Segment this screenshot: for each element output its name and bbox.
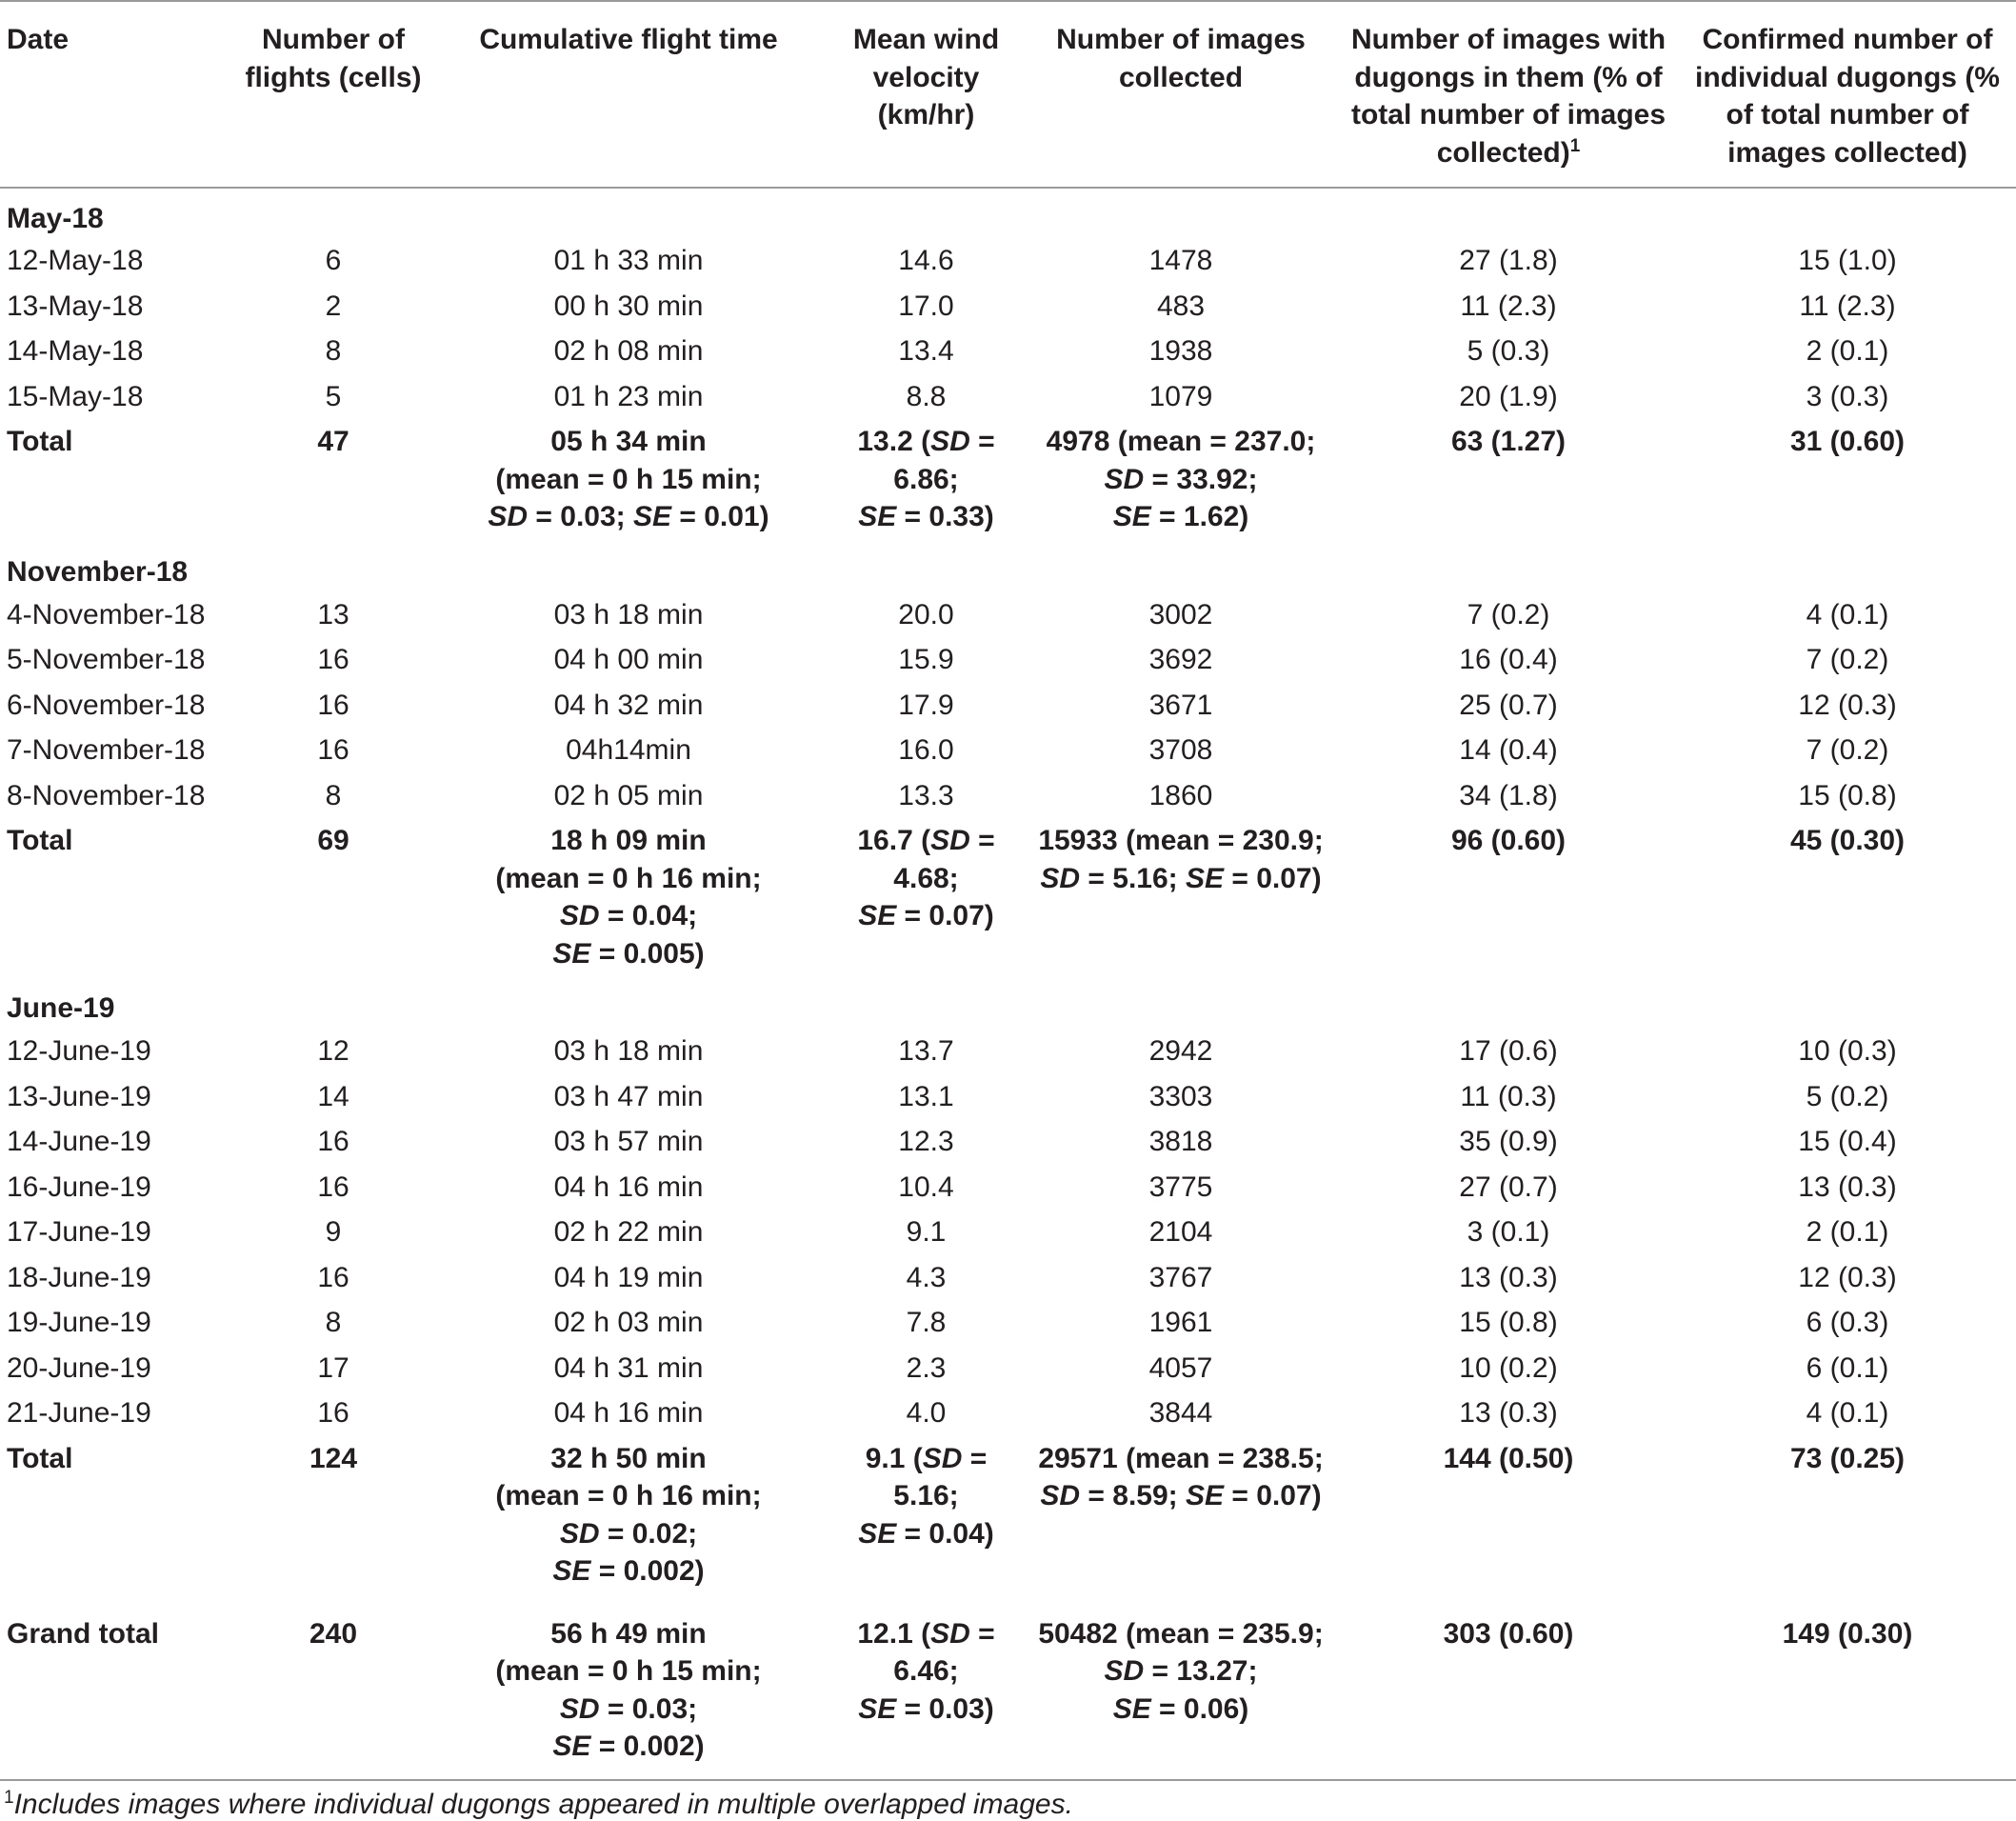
cell-flights: 6	[325, 245, 342, 276]
cell-with-dugongs: 16 (0.4)	[1459, 644, 1558, 675]
cell-with-dugongs: 14 (0.4)	[1459, 734, 1558, 766]
cell-flights: 16	[317, 1397, 349, 1429]
cell-date: 19-June-19	[7, 1307, 151, 1338]
cell-images: 4057	[1148, 1351, 1213, 1384]
footnote-text: Includes images where individual dugongs appeared in multiple overlapped images.	[13, 1788, 1073, 1820]
cell-individuals: 15 (0.8)	[1798, 779, 1897, 811]
cell-flight-time: 01 h 23 min	[553, 380, 704, 412]
total-individuals: 31 (0.60)	[1789, 426, 1906, 457]
total-flight-time-line: 05 h 34 min	[550, 426, 707, 457]
cell-wind: 13.1	[898, 1080, 954, 1112]
cell-individuals: 2 (0.1)	[1806, 1216, 1889, 1248]
total-wind-line: SE = 0.07)	[858, 900, 994, 931]
table-row	[0, 1166, 2016, 1211]
total-flight-time-line: (mean = 0 h 15 min;	[495, 1655, 762, 1687]
cell-with-dugongs: 17 (0.6)	[1459, 1035, 1558, 1067]
cell-flights: 5	[325, 380, 342, 412]
cell-flight-time: 04 h 00 min	[553, 644, 704, 675]
total-label: Grand total	[7, 1617, 160, 1650]
total-flight-time-line: 32 h 50 min	[550, 1442, 707, 1474]
cell-with-dugongs: 11 (0.3)	[1460, 1080, 1557, 1112]
cell-individuals: 12 (0.3)	[1798, 689, 1897, 721]
total-flight-time-line: 56 h 49 min	[550, 1617, 707, 1650]
cell-with-dugongs: 35 (0.9)	[1459, 1126, 1558, 1157]
total-images-line: 50482 (mean = 235.9;	[1038, 1617, 1324, 1650]
cell-date: 17-June-19	[7, 1216, 151, 1248]
total-images	[1024, 1437, 1338, 1596]
cell-wind: 15.9	[898, 644, 954, 675]
cell-flight-time: 04 h 16 min	[553, 1171, 704, 1203]
cell-wind: 10.4	[898, 1171, 954, 1203]
total-wind	[828, 819, 1024, 978]
cell-individuals: 7 (0.2)	[1806, 644, 1889, 675]
cell-individuals: 11 (2.3)	[1799, 290, 1896, 322]
header-date: Date	[7, 24, 70, 55]
table-row	[0, 1120, 2016, 1166]
total-flight-time	[429, 1596, 828, 1780]
cell-images: 1860	[1148, 779, 1213, 811]
total-wind-line: SE = 0.04)	[858, 1517, 994, 1550]
cell-flight-time: 02 h 03 min	[553, 1307, 704, 1338]
cell-flight-time: 04 h 32 min	[553, 689, 704, 721]
total-flight-time-line: (mean = 0 h 16 min;	[495, 1480, 762, 1511]
cell-flights: 12	[317, 1035, 349, 1067]
table-row	[0, 774, 2016, 820]
cell-images: 1478	[1148, 245, 1213, 276]
table-row	[0, 285, 2016, 330]
section-label: November-18	[7, 555, 189, 588]
cell-date: 13-May-18	[7, 290, 144, 322]
total-row	[0, 420, 2016, 542]
cell-images: 1938	[1148, 335, 1213, 367]
total-flights: 124	[309, 1442, 358, 1474]
cell-images: 1079	[1148, 380, 1213, 412]
cell-individuals: 10 (0.3)	[1798, 1035, 1897, 1067]
cell-flight-time: 04 h 19 min	[553, 1261, 704, 1293]
cell-images: 1961	[1148, 1307, 1213, 1338]
cell-individuals: 3 (0.3)	[1806, 380, 1889, 412]
total-flight-time	[429, 420, 828, 542]
total-wind	[828, 1437, 1024, 1596]
cell-individuals: 2 (0.1)	[1806, 335, 1889, 367]
cell-images: 3767	[1148, 1261, 1213, 1293]
cell-wind: 13.3	[898, 779, 954, 811]
cell-images: 3671	[1148, 689, 1213, 721]
cell-individuals: 13 (0.3)	[1798, 1171, 1897, 1203]
cell-flight-time: 03 h 47 min	[553, 1080, 704, 1112]
total-images-line: SE = 0.06)	[1112, 1692, 1249, 1725]
cell-date: 4-November-18	[7, 598, 206, 630]
cell-date: 18-June-19	[7, 1261, 151, 1293]
cell-date: 12-June-19	[7, 1035, 151, 1067]
total-images-line: SD = 5.16; SE = 0.07)	[1040, 862, 1322, 894]
section-row	[0, 542, 2016, 593]
cell-with-dugongs: 27 (0.7)	[1459, 1171, 1558, 1203]
cell-wind: 9.1	[906, 1216, 947, 1248]
cell-flights: 16	[317, 1261, 349, 1293]
table-row	[0, 1347, 2016, 1392]
section-label: June-19	[7, 992, 115, 1024]
total-with-dugongs: 63 (1.27)	[1450, 426, 1567, 457]
total-wind-line: SE = 0.03)	[858, 1692, 994, 1725]
table-row	[0, 729, 2016, 774]
cell-flight-time: 04 h 31 min	[553, 1351, 704, 1384]
cell-wind: 4.3	[906, 1261, 947, 1293]
total-flight-time-line: 18 h 09 min	[550, 825, 707, 856]
cell-flight-time: 04 h 16 min	[553, 1397, 704, 1429]
total-label: Total	[7, 825, 73, 856]
table-row	[0, 684, 2016, 730]
total-wind-line: 13.2 (SD = 6.86;	[857, 426, 995, 495]
cell-individuals: 6 (0.1)	[1806, 1351, 1889, 1384]
section-label: May-18	[7, 203, 104, 234]
total-row	[0, 1437, 2016, 1596]
cell-wind: 8.8	[906, 380, 947, 412]
total-with-dugongs: 96 (0.60)	[1450, 825, 1567, 856]
cell-with-dugongs: 27 (1.8)	[1459, 245, 1558, 276]
total-flight-time	[429, 1437, 828, 1596]
total-images-line: 29571 (mean = 238.5;	[1038, 1442, 1324, 1474]
cell-date: 6-November-18	[7, 689, 206, 721]
cell-wind: 12.3	[898, 1126, 954, 1157]
table-row	[0, 593, 2016, 639]
cell-wind: 16.0	[898, 734, 954, 766]
total-wind	[828, 1596, 1024, 1780]
footnote	[0, 1781, 2016, 1821]
cell-with-dugongs: 25 (0.7)	[1459, 689, 1558, 721]
total-flight-time-line: (mean = 0 h 15 min;	[495, 463, 762, 495]
total-flight-time-line: SD = 0.02;	[559, 1517, 698, 1550]
cell-with-dugongs: 13 (0.3)	[1459, 1397, 1558, 1429]
cell-date: 15-May-18	[7, 380, 144, 412]
section-row	[0, 188, 2016, 239]
cell-flights: 2	[325, 290, 342, 322]
footnote-number: 1	[4, 1787, 14, 1808]
section-row	[0, 978, 2016, 1030]
header-images: Number of images collected	[1056, 24, 1306, 93]
cell-flights: 16	[317, 1126, 349, 1157]
cell-with-dugongs: 3 (0.1)	[1467, 1216, 1550, 1248]
cell-flight-time: 00 h 30 min	[553, 290, 704, 322]
header-images-with-dugongs: Number of images with dugongs in them (% of total number of images collected)$^1$	[1350, 24, 1667, 169]
cell-wind: 13.4	[898, 335, 954, 367]
header-row	[0, 1, 2016, 188]
cell-individuals: 5 (0.2)	[1806, 1080, 1889, 1112]
cell-individuals: 4 (0.1)	[1806, 598, 1889, 630]
header-flight-time: Cumulative flight time	[479, 24, 778, 55]
cell-date: 13-June-19	[7, 1080, 151, 1112]
cell-with-dugongs: 11 (2.3)	[1460, 290, 1557, 322]
total-flight-time-line: SE = 0.005)	[552, 937, 705, 970]
total-images-line: SD = 33.92;	[1104, 463, 1258, 495]
cell-wind: 2.3	[906, 1351, 947, 1384]
cell-wind: 17.9	[898, 689, 954, 721]
total-with-dugongs: 303 (0.60)	[1443, 1617, 1574, 1650]
total-images-line: SD = 13.27;	[1104, 1655, 1258, 1687]
cell-flights: 8	[325, 1307, 342, 1338]
cell-images: 3844	[1148, 1397, 1213, 1429]
table-row	[0, 1030, 2016, 1075]
total-wind-line: SE = 0.33)	[858, 501, 994, 532]
cell-flights: 16	[317, 734, 349, 766]
cell-flights: 8	[325, 779, 342, 811]
cell-images: 3002	[1148, 598, 1213, 630]
cell-wind: 7.8	[906, 1307, 947, 1338]
cell-with-dugongs: 20 (1.9)	[1459, 380, 1558, 412]
total-row	[0, 819, 2016, 978]
total-images-line: SE = 1.62)	[1112, 501, 1249, 532]
cell-individuals: 4 (0.1)	[1806, 1397, 1889, 1429]
footnote-marker: 1	[1569, 135, 1581, 156]
cell-flights: 14	[317, 1080, 349, 1112]
cell-date: 21-June-19	[7, 1397, 151, 1429]
cell-with-dugongs: 13 (0.3)	[1459, 1261, 1558, 1293]
cell-flight-time: 03 h 18 min	[553, 1035, 704, 1067]
cell-date: 20-June-19	[7, 1351, 151, 1384]
total-individuals: 149 (0.30)	[1782, 1617, 1913, 1650]
table-row	[0, 330, 2016, 375]
cell-images: 483	[1156, 290, 1206, 322]
cell-flight-time: 02 h 08 min	[553, 335, 704, 367]
header-individual-dugongs: Confirmed number of individual dugongs (% of total number of images collected)	[1695, 24, 2000, 169]
total-images	[1024, 819, 1338, 978]
cell-flights: 16	[317, 1171, 349, 1203]
total-images-line: 4978 (mean = 237.0;	[1046, 426, 1316, 457]
cell-images: 3692	[1148, 644, 1213, 675]
cell-individuals: 7 (0.2)	[1806, 734, 1889, 766]
table-row	[0, 638, 2016, 684]
cell-date: 14-May-18	[7, 335, 144, 367]
total-flight-time-line: SE = 0.002)	[552, 1731, 705, 1762]
cell-images: 2104	[1148, 1216, 1213, 1248]
table-row	[0, 1391, 2016, 1437]
total-individuals: 45 (0.30)	[1789, 825, 1906, 856]
total-flight-time-line: SD = 0.03; SE = 0.01)	[488, 501, 769, 532]
cell-flights: 13	[317, 598, 349, 630]
total-flight-time-line: SE = 0.002)	[552, 1555, 705, 1587]
cell-wind: 14.6	[898, 245, 954, 276]
cell-flights: 16	[317, 689, 349, 721]
cell-individuals: 6 (0.3)	[1806, 1307, 1889, 1338]
total-flights: 69	[317, 825, 349, 856]
cell-flight-time: 03 h 57 min	[553, 1126, 704, 1157]
cell-flights: 16	[317, 644, 349, 675]
cell-images: 3708	[1148, 734, 1213, 766]
cell-individuals: 15 (0.4)	[1798, 1126, 1897, 1157]
cell-flights: 9	[325, 1216, 342, 1248]
cell-wind: 17.0	[898, 290, 954, 322]
total-flight-time	[429, 819, 828, 978]
cell-flights: 17	[317, 1351, 349, 1384]
grand-total-row	[0, 1596, 2016, 1780]
total-individuals: 73 (0.25)	[1789, 1442, 1906, 1474]
total-wind-line: 16.7 (SD = 4.68;	[857, 825, 995, 894]
table-row	[0, 375, 2016, 421]
cell-flight-time: 02 h 22 min	[553, 1216, 704, 1248]
cell-date: 12-May-18	[7, 245, 144, 276]
cell-date: 5-November-18	[7, 644, 206, 675]
total-wind-line: 9.1 (SD = 5.16;	[865, 1442, 988, 1511]
total-wind	[828, 420, 1024, 542]
cell-flight-time: 03 h 18 min	[553, 598, 704, 630]
cell-images: 2942	[1148, 1035, 1213, 1067]
total-with-dugongs: 144 (0.50)	[1443, 1442, 1574, 1474]
total-flight-time-line: SD = 0.03;	[559, 1692, 698, 1725]
table-row	[0, 1256, 2016, 1302]
cell-date: 8-November-18	[7, 779, 206, 811]
table-row	[0, 1075, 2016, 1121]
total-flights: 240	[309, 1617, 358, 1650]
cell-individuals: 15 (1.0)	[1798, 245, 1897, 276]
cell-flight-time: 02 h 05 min	[553, 779, 704, 811]
cell-individuals: 12 (0.3)	[1798, 1261, 1897, 1293]
cell-with-dugongs: 15 (0.8)	[1459, 1307, 1558, 1338]
table-row	[0, 1301, 2016, 1347]
cell-with-dugongs: 34 (1.8)	[1459, 779, 1558, 811]
total-wind-line: 12.1 (SD = 6.46;	[857, 1617, 995, 1687]
table-row	[0, 239, 2016, 285]
cell-images: 3818	[1148, 1126, 1213, 1157]
cell-with-dugongs: 10 (0.2)	[1459, 1351, 1558, 1384]
cell-images: 3303	[1148, 1080, 1213, 1112]
table-row	[0, 1211, 2016, 1256]
header-flights: Number of flights (cells)	[245, 24, 422, 93]
header-wind: Mean wind velocity (km/hr)	[852, 24, 1000, 130]
cell-with-dugongs: 5 (0.3)	[1467, 335, 1550, 367]
cell-wind: 20.0	[898, 598, 954, 630]
total-flights: 47	[317, 426, 349, 457]
total-label: Total	[7, 1442, 73, 1474]
cell-flights: 8	[325, 335, 342, 367]
cell-with-dugongs: 7 (0.2)	[1467, 598, 1550, 630]
total-flight-time-line: SD = 0.04;	[559, 900, 698, 931]
cell-date: 14-June-19	[7, 1126, 151, 1157]
cell-flight-time: 04h14min	[566, 734, 691, 766]
total-images-line: 15933 (mean = 230.9;	[1038, 825, 1324, 856]
total-images	[1024, 1596, 1338, 1780]
total-images-line: SD = 8.59; SE = 0.07)	[1040, 1480, 1322, 1511]
total-images	[1024, 420, 1338, 542]
cell-flight-time: 01 h 33 min	[553, 245, 704, 276]
cell-wind: 4.0	[906, 1397, 947, 1429]
cell-images: 3775	[1148, 1171, 1213, 1203]
total-label: Total	[7, 426, 73, 457]
cell-date: 7-November-18	[7, 734, 206, 766]
cell-date: 16-June-19	[7, 1171, 151, 1203]
total-flight-time-line: (mean = 0 h 16 min;	[495, 862, 762, 894]
cell-wind: 13.7	[898, 1035, 954, 1067]
